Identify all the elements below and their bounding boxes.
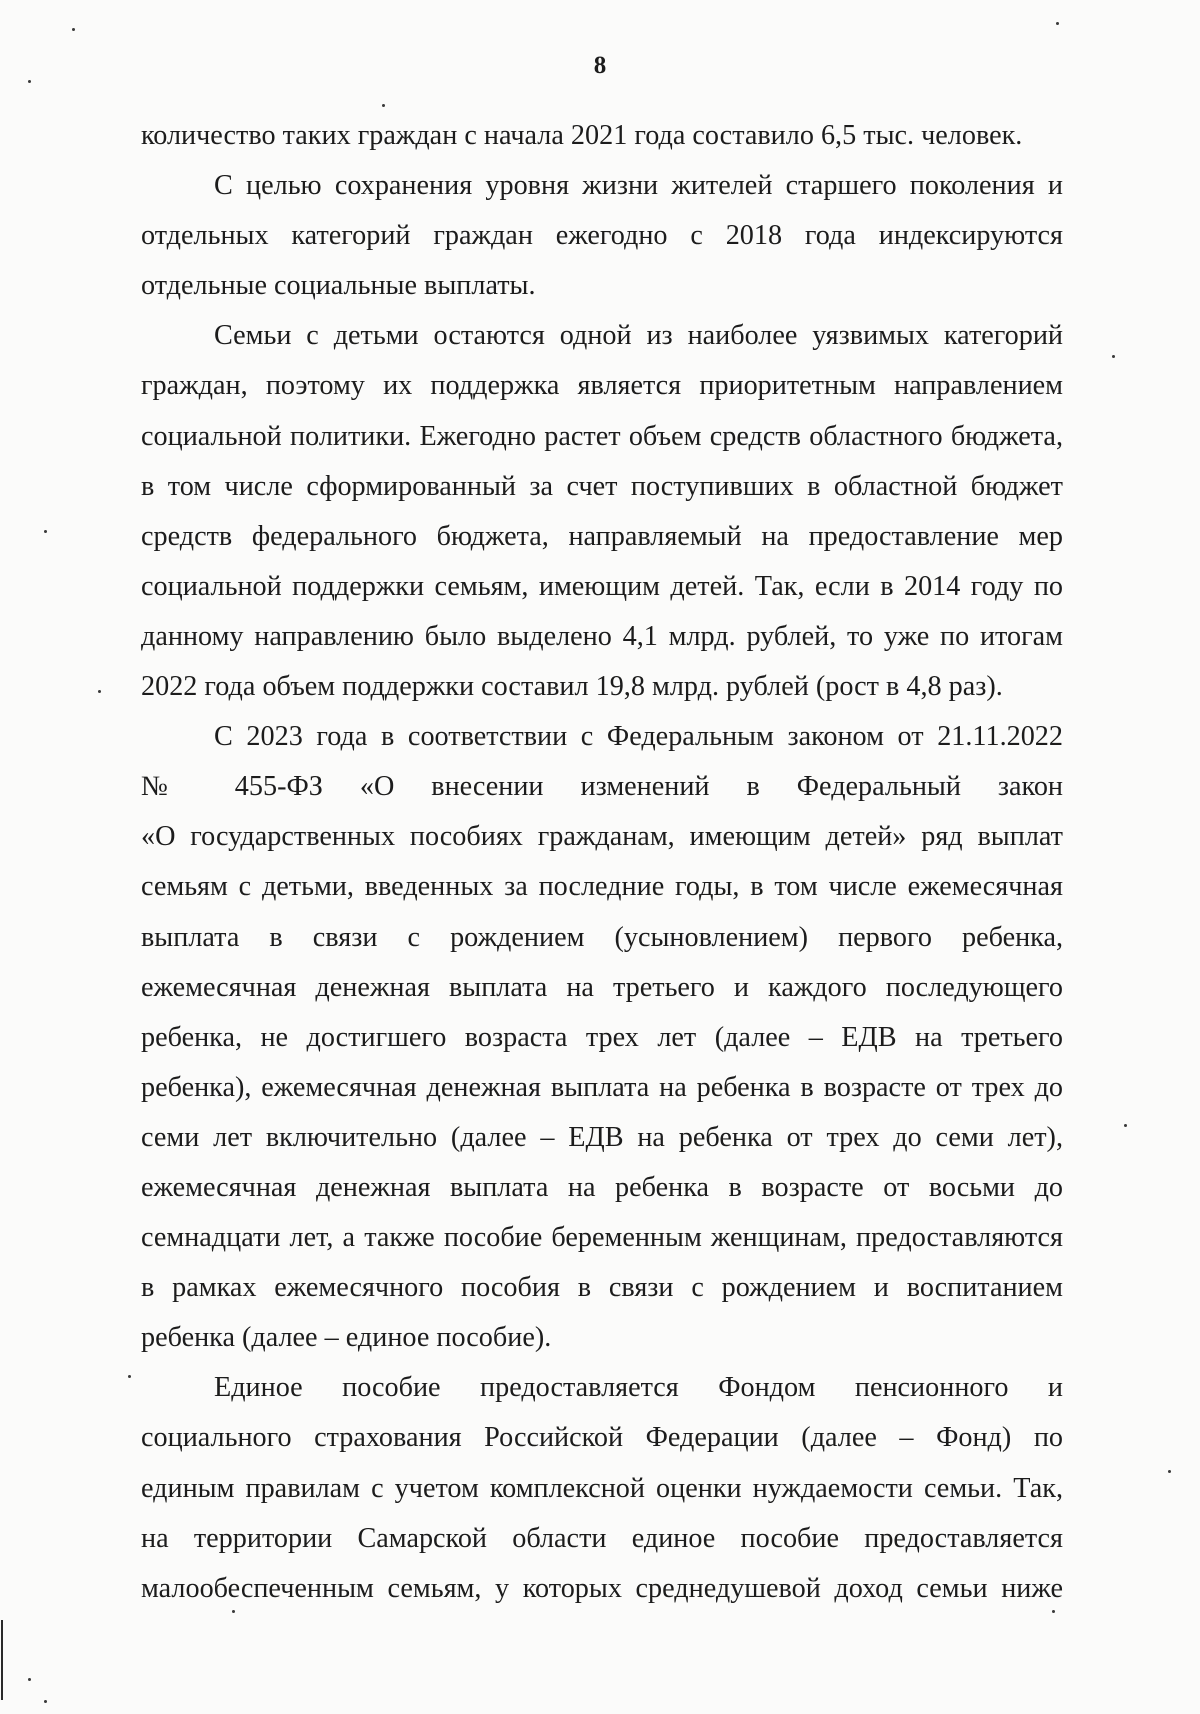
text-line: отдельные социальные выплаты. — [141, 270, 536, 302]
paragraph — [141, 712, 1063, 1363]
text-line: ребенка (далее – единое пособие). — [141, 1322, 552, 1354]
scan-speck — [44, 530, 47, 533]
text-line: ежемесячная денежная выплата на третьего и каждого последующего — [141, 971, 1063, 1003]
text-line: Семьи с детьми остаются одной из наиболее уязвимых категорий — [214, 320, 1063, 352]
scan-speck — [72, 28, 75, 31]
text-line: ежемесячная денежная выплата на ребенка в возрасте от восьми до — [141, 1171, 1063, 1203]
text-line: семнадцати лет, а также пособие беременным женщинам, предоставляются — [141, 1222, 1063, 1254]
scan-speck — [44, 1700, 47, 1703]
text-line: 2022 года объем поддержки составил 19,8 млрд. рублей (рост в 4,8 раз). — [141, 671, 1003, 703]
scan-speck — [28, 1678, 31, 1681]
text-line: С целью сохранения уровня жизни жителей старшего поколения и — [214, 170, 1063, 202]
text-line: семи лет включительно (далее – ЕДВ на ребенка от трех до семи лет), — [141, 1121, 1063, 1153]
text-line: отдельных категорий граждан ежегодно с 2018 года индексируются — [141, 220, 1063, 252]
text-line: граждан, поэтому их поддержка является приоритетным направлением — [141, 370, 1063, 402]
text-line: социального страхования Российской Федерации (далее – Фонд) по — [141, 1422, 1063, 1454]
text-line: ребенка, не достигшего возраста трех лет (далее – ЕДВ на третьего — [141, 1021, 1063, 1053]
text-line: № 455-ФЗ «О внесении изменений в Федеральный закон — [141, 771, 1063, 803]
text-line: социальной поддержки семьям, имеющим детей. Так, если в 2014 году по — [141, 570, 1063, 602]
scan-speck — [1056, 22, 1059, 25]
scan-speck — [98, 690, 101, 693]
text-line: выплата в связи с рождением (усыновлением) первого ребенка, — [141, 921, 1063, 953]
text-line: средств федерального бюджета, направляемый на предоставление мер — [141, 520, 1063, 552]
scan-edge-mark — [1, 1620, 3, 1700]
paragraph — [141, 1363, 1063, 1613]
text-line: малообеспеченным семьям, у которых среднедушевой доход семьи ниже — [141, 1572, 1063, 1604]
scan-speck — [1124, 1124, 1127, 1127]
scan-speck — [28, 80, 31, 83]
text-line: на территории Самарской области единое пособие предоставляется — [141, 1522, 1063, 1554]
paragraph — [141, 311, 1063, 712]
body-text — [141, 111, 1063, 1614]
scan-speck — [1112, 355, 1115, 358]
text-line: социальной политики. Ежегодно растет объем средств областного бюджета, — [141, 420, 1063, 452]
text-line: в том числе сформированный за счет поступивших в областной бюджет — [141, 470, 1063, 502]
text-line: количество таких граждан с начала 2021 года составило 6,5 тыс. человек. — [141, 120, 1023, 151]
text-line: данному направлению было выделено 4,1 млрд. рублей, то уже по итогам — [141, 620, 1063, 652]
text-line: ребенка), ежемесячная денежная выплата на ребенка в возрасте от трех до — [141, 1071, 1063, 1103]
text-line: «О государственных пособиях гражданам, имеющим детей» ряд выплат — [141, 821, 1063, 853]
text-line: С 2023 года в соответствии с Федеральным законом от 21.11.2022 — [214, 721, 1063, 753]
scan-speck — [1168, 1470, 1171, 1473]
page-number: 8 — [593, 52, 607, 79]
text-line: семьям с детьми, введенных за последние годы, в том числе ежемесячная — [141, 871, 1063, 903]
scan-speck — [382, 104, 385, 107]
paragraph — [141, 111, 1063, 161]
text-line: Единое пособие предоставляется Фондом пенсионного и — [214, 1372, 1063, 1404]
scan-speck — [128, 1375, 131, 1378]
paragraph — [141, 161, 1063, 311]
text-line: в рамках ежемесячного пособия в связи с рождением и воспитанием — [141, 1272, 1063, 1304]
text-line: единым правилам с учетом комплексной оценки нуждаемости семьи. Так, — [141, 1472, 1063, 1504]
